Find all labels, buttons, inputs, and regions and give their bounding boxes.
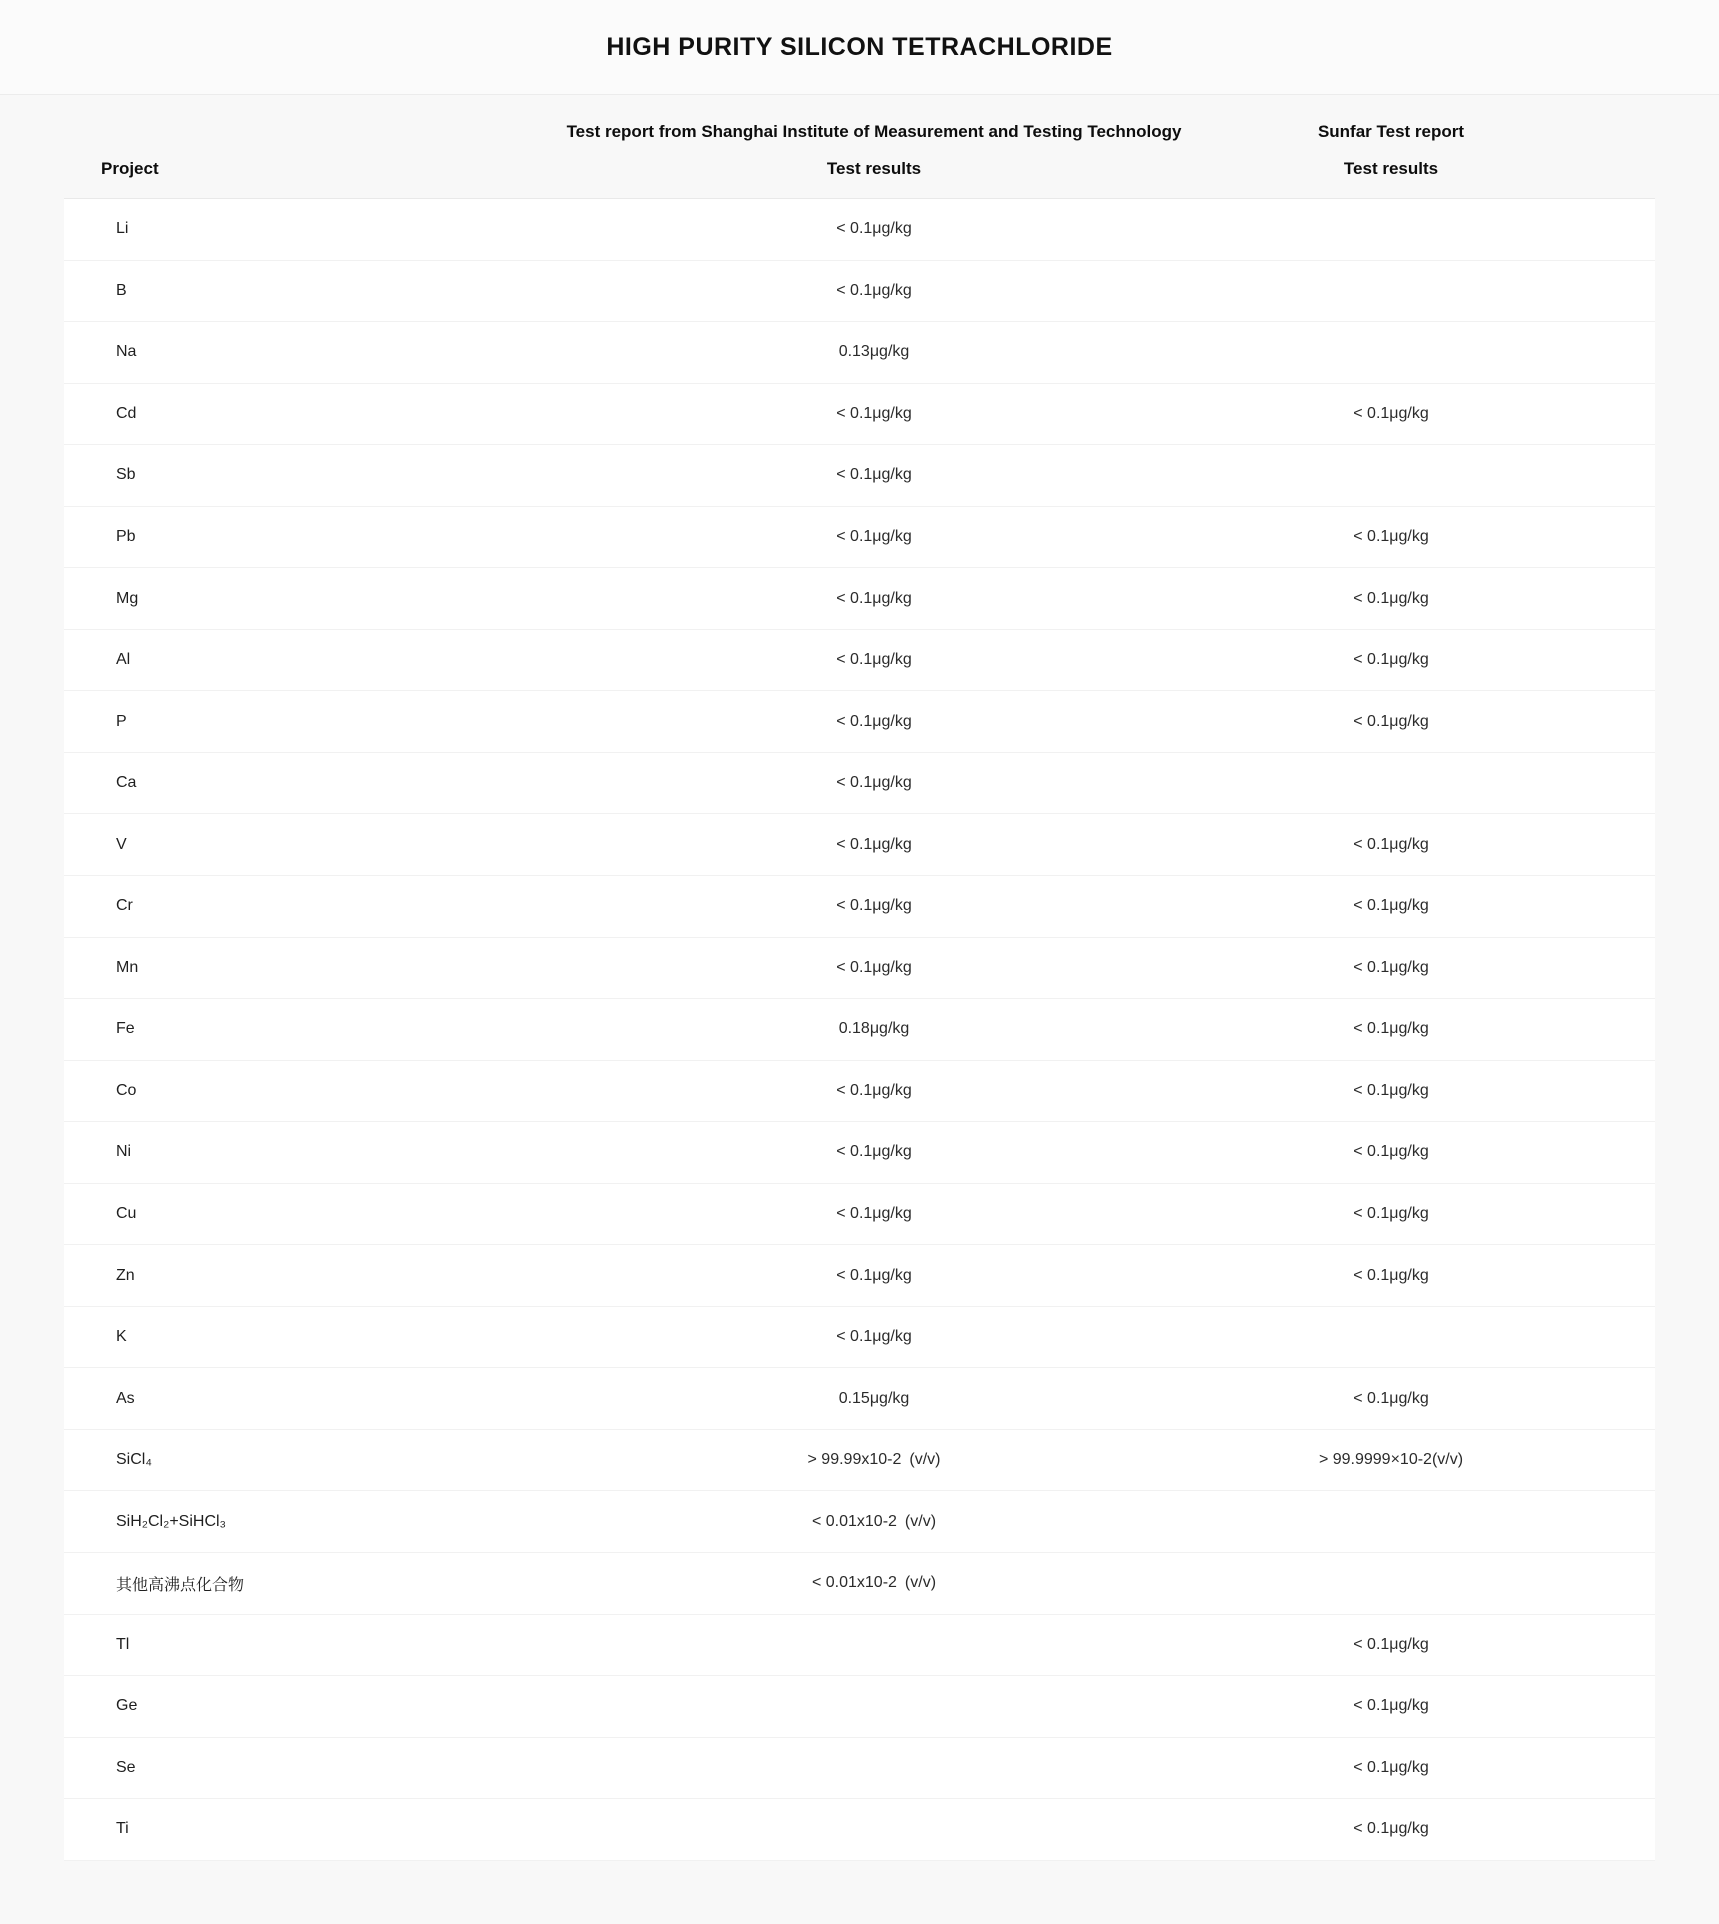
table-row — [64, 507, 1655, 569]
sunfar-result-cell — [1127, 445, 1655, 506]
table-row — [64, 1122, 1655, 1184]
table-row — [64, 1676, 1655, 1738]
sunfar-result-cell: < 0.1μg/kg — [1353, 651, 1429, 669]
project-cell: Se — [116, 1758, 136, 1776]
table-row — [64, 1738, 1655, 1800]
project-cell: Ca — [116, 774, 137, 792]
table-row — [64, 1307, 1655, 1369]
project-cell: Pb — [116, 528, 136, 545]
sunfar-result-cell: < 0.1μg/kg — [1353, 712, 1429, 730]
table-row — [64, 1430, 1655, 1492]
sunfar-result-cell: < 0.1μg/kg — [1353, 1266, 1429, 1284]
project-cell: Mn — [116, 958, 139, 976]
table-row — [64, 1368, 1655, 1430]
shanghai-result-cell: < 0.1μg/kg — [836, 651, 912, 669]
project-cell: P — [116, 712, 127, 730]
project-cell: 其他高沸点化合物 — [116, 1576, 245, 1594]
page-title: HIGH PURITY SILICON TETRACHLORIDE — [606, 32, 1113, 61]
sunfar-result-cell — [1127, 322, 1655, 383]
shanghai-result-cell — [621, 1799, 1127, 1860]
title-bar — [0, 0, 1719, 95]
results-table — [64, 95, 1655, 1861]
sunfar-result-cell: < 0.1μg/kg — [1353, 528, 1429, 545]
shanghai-result-cell: < 0.1μg/kg — [836, 404, 912, 422]
shanghai-result-cell: < 0.1μg/kg — [836, 589, 912, 607]
shanghai-result-cell — [621, 1676, 1127, 1737]
table-row — [64, 384, 1655, 446]
project-cell: Li — [116, 220, 129, 238]
project-cell: SiH₂Cl₂+SiHCl₃ — [116, 1512, 227, 1530]
project-cell: Ge — [116, 1697, 138, 1715]
shanghai-result-cell: < 0.01x10-2 (v/v) — [811, 1574, 937, 1592]
shanghai-result-cell: < 0.1μg/kg — [836, 281, 912, 299]
project-cell: Ti — [116, 1820, 129, 1838]
project-cell: B — [116, 281, 127, 299]
table-row — [64, 261, 1655, 323]
sunfar-result-cell: < 0.1μg/kg — [1353, 589, 1429, 607]
sunfar-result-cell: < 0.1μg/kg — [1353, 1020, 1429, 1038]
column-header-project: Project — [101, 158, 159, 178]
table-row — [64, 691, 1655, 753]
table-row — [64, 630, 1655, 692]
sunfar-result-cell: < 0.1μg/kg — [1353, 1635, 1429, 1653]
column-header-sunfar-title: Sunfar Test report — [1317, 121, 1465, 141]
project-cell: Mg — [116, 589, 139, 607]
sunfar-result-cell — [1127, 753, 1655, 814]
table-row — [64, 1061, 1655, 1123]
shanghai-result-cell: 0.15μg/kg — [838, 1389, 910, 1407]
table-row — [64, 753, 1655, 815]
project-cell: As — [116, 1389, 135, 1407]
project-cell: Cu — [116, 1205, 137, 1223]
shanghai-result-cell: < 0.01x10-2 (v/v) — [811, 1512, 937, 1530]
table-row — [64, 568, 1655, 630]
table-row — [64, 999, 1655, 1061]
sunfar-result-cell — [1127, 261, 1655, 322]
project-cell: Na — [116, 343, 137, 361]
project-cell: Cd — [116, 404, 137, 422]
shanghai-result-cell: < 0.1μg/kg — [836, 528, 912, 545]
shanghai-result-cell: 0.13μg/kg — [838, 343, 910, 361]
column-header-shanghai-results: Test results — [826, 158, 922, 178]
sunfar-result-cell: < 0.1μg/kg — [1353, 1697, 1429, 1715]
column-header-shanghai-title: Test report from Shanghai Institute of Measurement and Testing Technology — [566, 121, 1182, 141]
table-body — [64, 198, 1655, 1861]
table-row — [64, 1553, 1655, 1615]
sunfar-result-cell: < 0.1μg/kg — [1353, 1820, 1429, 1838]
project-cell: Al — [116, 651, 131, 669]
project-cell: SiCl₄ — [116, 1451, 152, 1469]
project-cell: Tl — [116, 1635, 130, 1653]
table-header — [64, 95, 1655, 198]
project-cell: V — [116, 835, 127, 853]
shanghai-result-cell: < 0.1μg/kg — [836, 897, 912, 915]
table-row — [64, 814, 1655, 876]
project-cell: K — [116, 1328, 127, 1346]
shanghai-result-cell: < 0.1μg/kg — [836, 835, 912, 853]
shanghai-result-cell: < 0.1μg/kg — [836, 466, 912, 484]
sunfar-result-cell — [1127, 1553, 1655, 1614]
shanghai-result-cell: < 0.1μg/kg — [836, 958, 912, 976]
table-row — [64, 938, 1655, 1000]
project-cell: Ni — [116, 1143, 132, 1161]
shanghai-result-cell: < 0.1μg/kg — [836, 1328, 912, 1346]
sunfar-result-cell: < 0.1μg/kg — [1353, 404, 1429, 422]
table-row — [64, 1799, 1655, 1861]
project-cell: Cr — [116, 897, 133, 915]
shanghai-result-cell: 0.18μg/kg — [838, 1020, 910, 1038]
shanghai-result-cell: < 0.1μg/kg — [836, 712, 912, 730]
sunfar-result-cell: > 99.9999×10-2(v/v) — [1318, 1451, 1464, 1469]
project-cell: Zn — [116, 1266, 135, 1284]
table-row — [64, 1245, 1655, 1307]
shanghai-result-cell — [621, 1615, 1127, 1676]
sunfar-result-cell: < 0.1μg/kg — [1353, 897, 1429, 915]
project-cell: Fe — [116, 1020, 135, 1038]
table-row — [64, 1184, 1655, 1246]
shanghai-result-cell: < 0.1μg/kg — [836, 1266, 912, 1284]
table-row — [64, 1491, 1655, 1553]
sunfar-result-cell — [1127, 1491, 1655, 1552]
shanghai-result-cell: < 0.1μg/kg — [836, 1081, 912, 1099]
sunfar-result-cell: < 0.1μg/kg — [1353, 835, 1429, 853]
table-row — [64, 1615, 1655, 1677]
table-row — [64, 876, 1655, 938]
table-row — [64, 199, 1655, 261]
project-cell: Co — [116, 1081, 137, 1099]
column-header-sunfar-results: Test results — [1343, 158, 1439, 178]
sunfar-result-cell: < 0.1μg/kg — [1353, 1205, 1429, 1223]
table-row — [64, 322, 1655, 384]
shanghai-result-cell: < 0.1μg/kg — [836, 220, 912, 238]
sunfar-result-cell: < 0.1μg/kg — [1353, 1081, 1429, 1099]
sunfar-result-cell — [1127, 199, 1655, 260]
sunfar-result-cell: < 0.1μg/kg — [1353, 1143, 1429, 1161]
project-cell: Sb — [116, 466, 136, 484]
shanghai-result-cell: < 0.1μg/kg — [836, 774, 912, 792]
sunfar-result-cell: < 0.1μg/kg — [1353, 1758, 1429, 1776]
shanghai-result-cell: > 99.99x10-2 (v/v) — [807, 1451, 941, 1469]
shanghai-result-cell — [621, 1738, 1127, 1799]
shanghai-result-cell: < 0.1μg/kg — [836, 1205, 912, 1223]
shanghai-result-cell: < 0.1μg/kg — [836, 1143, 912, 1161]
sunfar-result-cell — [1127, 1307, 1655, 1368]
sunfar-result-cell: < 0.1μg/kg — [1353, 1389, 1429, 1407]
sunfar-result-cell: < 0.1μg/kg — [1353, 958, 1429, 976]
table-row — [64, 445, 1655, 507]
